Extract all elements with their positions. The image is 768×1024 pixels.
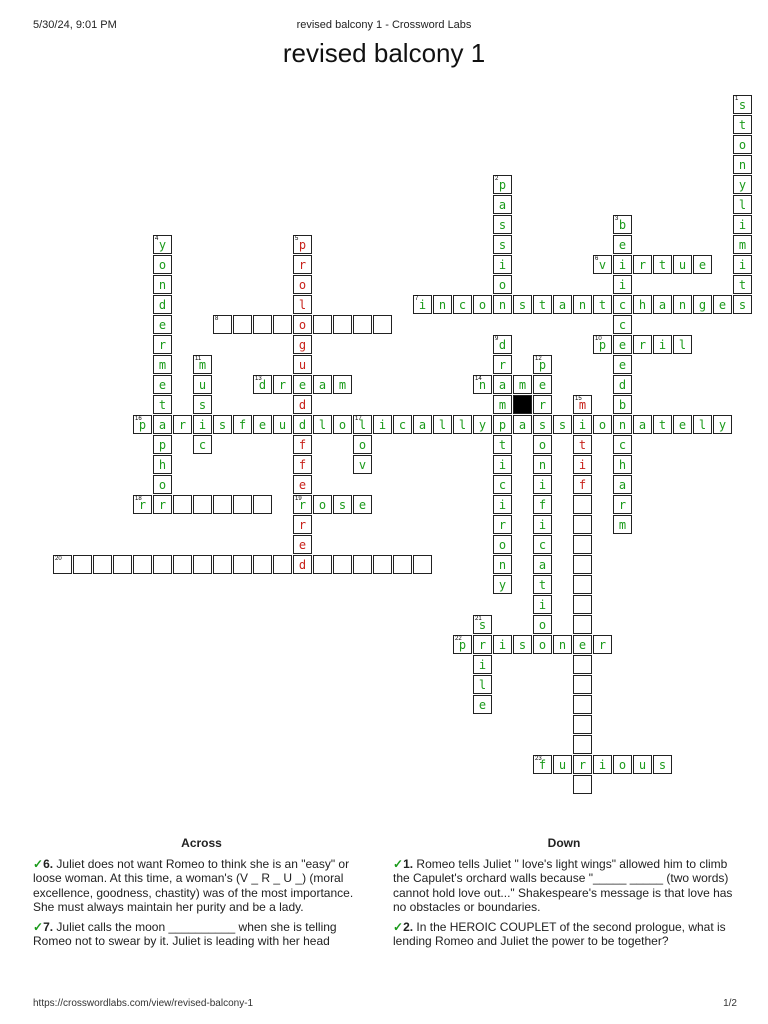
grid-cell[interactable]: t bbox=[533, 575, 552, 594]
grid-cell[interactable]: o bbox=[153, 255, 172, 274]
grid-black-cell[interactable] bbox=[513, 395, 532, 414]
clue-number: 21 bbox=[475, 616, 482, 622]
grid-cell[interactable]: i bbox=[373, 415, 392, 434]
grid-cell[interactable] bbox=[373, 555, 392, 574]
clue-number: 10 bbox=[595, 336, 602, 342]
grid-cell[interactable]: r bbox=[293, 255, 312, 274]
grid-cell[interactable] bbox=[573, 515, 592, 534]
grid-cell[interactable]: r bbox=[173, 415, 192, 434]
grid-cell[interactable]: y bbox=[733, 175, 752, 194]
grid-cell[interactable]: i bbox=[493, 495, 512, 514]
clue-down-2: ✓2. In the HEROIC COUPLET of the second prologue, what is lending Romeo and Juliet the power to be together? bbox=[393, 919, 726, 948]
clue-number: 11 bbox=[195, 356, 202, 362]
grid-cell[interactable]: n bbox=[613, 415, 632, 434]
grid-cell[interactable]: n bbox=[673, 295, 692, 314]
grid-cell[interactable] bbox=[333, 555, 352, 574]
grid-cell[interactable]: p 2 bbox=[493, 175, 512, 194]
grid-cell[interactable] bbox=[233, 315, 252, 334]
grid-cell[interactable]: s 1 bbox=[733, 95, 752, 114]
grid-cell[interactable]: i bbox=[613, 255, 632, 274]
grid-cell[interactable]: t bbox=[733, 275, 752, 294]
clue-number: 23 bbox=[535, 756, 542, 762]
grid-cell[interactable]: l bbox=[313, 415, 332, 434]
grid-cell[interactable]: i bbox=[193, 415, 212, 434]
grid-cell[interactable]: p 5 bbox=[293, 235, 312, 254]
grid-cell[interactable]: a bbox=[553, 295, 572, 314]
grid-cell[interactable]: h bbox=[613, 455, 632, 474]
grid-cell[interactable] bbox=[273, 555, 292, 574]
grid-cell[interactable]: u bbox=[633, 755, 652, 774]
grid-cell[interactable]: p 10 bbox=[593, 335, 612, 354]
grid-cell[interactable]: v bbox=[353, 455, 372, 474]
grid-cell[interactable]: s bbox=[493, 215, 512, 234]
grid-cell[interactable] bbox=[573, 675, 592, 694]
grid-cell[interactable] bbox=[173, 555, 192, 574]
grid-cell[interactable]: e bbox=[253, 415, 272, 434]
clue-across-6: ✓6. Juliet does not want Romeo to think she is an "easy" or loose woman. At this time, a woman's (V _ R _ U _) (moral excellence, goodness, chastity) was of the most importance. She must always maintain her purity and be a lady. bbox=[33, 856, 354, 914]
footer-url: https://crosswordlabs.com/view/revised-balcony-1 bbox=[33, 998, 254, 1009]
clue-number: 17 bbox=[355, 416, 362, 422]
grid-cell[interactable]: o bbox=[293, 315, 312, 334]
grid-cell[interactable]: m 15 bbox=[573, 395, 592, 414]
clue-number: 15 bbox=[575, 396, 582, 402]
grid-cell[interactable]: i bbox=[573, 415, 592, 434]
grid-cell[interactable]: u bbox=[293, 355, 312, 374]
grid-cell[interactable]: n bbox=[733, 155, 752, 174]
grid-cell[interactable]: r 18 bbox=[133, 495, 152, 514]
grid-cell[interactable]: o bbox=[593, 415, 612, 434]
grid-cell[interactable]: s bbox=[193, 395, 212, 414]
grid-cell[interactable]: i bbox=[733, 255, 752, 274]
grid-cell[interactable]: m bbox=[513, 375, 532, 394]
grid-cell[interactable]: l bbox=[433, 415, 452, 434]
grid-cell[interactable]: f bbox=[533, 495, 552, 514]
grid-cell[interactable] bbox=[253, 495, 272, 514]
down-heading: Down bbox=[547, 836, 581, 850]
grid-cell[interactable]: d bbox=[293, 415, 312, 434]
grid-cell[interactable]: s bbox=[513, 635, 532, 654]
clue-number: 5 bbox=[295, 236, 299, 242]
clue-down-1: ✓1. Romeo tells Juliet " love's light wings" allowed him to climb the Capulet's orchard walls because "_____ _____ (two words) cannot hold love out..." Shakespeare's message is that love has no obstacles or boundaries. bbox=[393, 856, 733, 914]
grid-cell[interactable] bbox=[573, 695, 592, 714]
grid-cell[interactable] bbox=[313, 315, 332, 334]
grid-cell[interactable]: a bbox=[493, 195, 512, 214]
grid-cell[interactable]: e bbox=[153, 375, 172, 394]
grid-cell[interactable]: m bbox=[153, 355, 172, 374]
grid-cell[interactable]: m 11 bbox=[193, 355, 212, 374]
grid-cell[interactable]: l bbox=[453, 415, 472, 434]
grid-cell[interactable]: r bbox=[473, 635, 492, 654]
grid-cell[interactable]: o bbox=[613, 755, 632, 774]
grid-cell[interactable]: s 21 bbox=[473, 615, 492, 634]
grid-cell[interactable]: r bbox=[593, 635, 612, 654]
grid-cell[interactable]: p 12 bbox=[533, 355, 552, 374]
grid-cell[interactable] bbox=[253, 315, 272, 334]
grid-cell[interactable] bbox=[393, 555, 412, 574]
grid-cell[interactable]: o bbox=[293, 275, 312, 294]
check-icon: ✓ bbox=[33, 919, 44, 934]
grid-cell[interactable]: t bbox=[493, 435, 512, 454]
grid-cell[interactable]: s bbox=[513, 295, 532, 314]
puzzle-title: revised balcony 1 bbox=[282, 38, 486, 68]
grid-cell[interactable]: s bbox=[333, 495, 352, 514]
grid-cell[interactable]: v 6 bbox=[593, 255, 612, 274]
grid-cell[interactable]: o bbox=[353, 435, 372, 454]
grid-cell[interactable]: r bbox=[153, 335, 172, 354]
grid-cell[interactable]: i bbox=[653, 335, 672, 354]
grid-cell[interactable]: i bbox=[573, 455, 592, 474]
grid-cell[interactable] bbox=[233, 555, 252, 574]
down-clues bbox=[393, 836, 735, 954]
grid-cell[interactable]: a bbox=[413, 415, 432, 434]
grid-cell[interactable]: d bbox=[153, 295, 172, 314]
grid-cell[interactable]: r bbox=[153, 495, 172, 514]
grid-cell[interactable]: c bbox=[613, 435, 632, 454]
grid-cell[interactable]: a bbox=[613, 475, 632, 494]
grid-cell[interactable]: e bbox=[693, 255, 712, 274]
grid-cell[interactable]: u bbox=[553, 755, 572, 774]
grid-cell[interactable]: l bbox=[473, 675, 492, 694]
grid-cell[interactable]: a bbox=[513, 415, 532, 434]
grid-cell[interactable]: y bbox=[493, 575, 512, 594]
grid-cell[interactable]: f bbox=[293, 435, 312, 454]
grid-cell[interactable] bbox=[193, 555, 212, 574]
across-heading: Across bbox=[181, 836, 222, 850]
grid-cell[interactable]: p bbox=[493, 415, 512, 434]
grid-cell[interactable]: d bbox=[293, 395, 312, 414]
grid-cell[interactable]: s bbox=[213, 415, 232, 434]
grid-cell[interactable] bbox=[353, 315, 372, 334]
clue-number: 1 bbox=[735, 96, 739, 102]
grid-cell[interactable]: l bbox=[293, 295, 312, 314]
clue-number: 12 bbox=[535, 356, 542, 362]
grid-cell[interactable]: g bbox=[293, 335, 312, 354]
grid-cell[interactable]: i bbox=[593, 755, 612, 774]
grid-cell[interactable]: f bbox=[573, 475, 592, 494]
grid-cell[interactable]: f bbox=[233, 415, 252, 434]
grid-cell[interactable]: e bbox=[613, 235, 632, 254]
grid-cell[interactable]: d 13 bbox=[253, 375, 272, 394]
grid-cell[interactable] bbox=[573, 715, 592, 734]
grid-cell[interactable] bbox=[413, 555, 432, 574]
clue-number: 4 bbox=[155, 236, 159, 242]
clue-number: 16 bbox=[135, 416, 142, 422]
grid-cell[interactable] bbox=[53, 555, 72, 574]
grid-cell[interactable]: e bbox=[613, 355, 632, 374]
grid-cell[interactable]: o bbox=[153, 475, 172, 494]
grid-cell[interactable]: b bbox=[613, 395, 632, 414]
grid-cell[interactable]: e bbox=[613, 335, 632, 354]
grid-cell[interactable]: t bbox=[593, 295, 612, 314]
grid-cell[interactable]: m bbox=[493, 395, 512, 414]
grid-cell[interactable]: c bbox=[193, 435, 212, 454]
grid-cell[interactable]: m bbox=[613, 515, 632, 534]
grid-cell[interactable]: s bbox=[493, 235, 512, 254]
grid-cell[interactable]: o bbox=[473, 295, 492, 314]
grid-cell[interactable]: n 14 bbox=[473, 375, 492, 394]
grid-cell[interactable]: n bbox=[533, 455, 552, 474]
clue-number: 7 bbox=[415, 296, 419, 302]
grid-cell[interactable]: t bbox=[153, 395, 172, 414]
grid-cell[interactable]: i bbox=[493, 255, 512, 274]
grid-cell[interactable]: r bbox=[533, 395, 552, 414]
grid-cell[interactable]: m bbox=[333, 375, 352, 394]
grid-cell[interactable] bbox=[213, 495, 232, 514]
grid-cell[interactable]: y bbox=[713, 415, 732, 434]
grid-cell[interactable]: a bbox=[493, 375, 512, 394]
grid-cell[interactable]: n bbox=[493, 295, 512, 314]
grid-cell[interactable]: t bbox=[533, 295, 552, 314]
clue-number: 8 bbox=[215, 316, 219, 322]
grid-cell[interactable]: o bbox=[533, 435, 552, 454]
grid-cell[interactable]: n bbox=[553, 635, 572, 654]
grid-cell[interactable]: a bbox=[313, 375, 332, 394]
grid-cell[interactable]: c bbox=[613, 315, 632, 334]
grid-cell[interactable]: b 3 bbox=[613, 215, 632, 234]
grid-cell[interactable]: f 23 bbox=[533, 755, 552, 774]
grid-cell[interactable] bbox=[573, 655, 592, 674]
grid-cell[interactable]: d bbox=[613, 375, 632, 394]
check-icon: ✓ bbox=[393, 856, 404, 871]
grid-cell[interactable]: e bbox=[153, 315, 172, 334]
grid-cell[interactable]: s bbox=[533, 415, 552, 434]
grid-cell[interactable] bbox=[193, 495, 212, 514]
grid-cell[interactable]: a bbox=[653, 295, 672, 314]
clue-number: 13 bbox=[255, 376, 262, 382]
grid-cell[interactable]: o bbox=[533, 635, 552, 654]
grid-cell[interactable]: o bbox=[333, 415, 352, 434]
grid-cell[interactable]: n bbox=[493, 555, 512, 574]
grid-cell[interactable]: f bbox=[293, 455, 312, 474]
clue-number: 22 bbox=[455, 636, 462, 642]
grid-cell[interactable]: r bbox=[633, 335, 652, 354]
grid-cell[interactable]: n bbox=[433, 295, 452, 314]
check-icon: ✓ bbox=[393, 919, 404, 934]
grid-cell[interactable]: e bbox=[713, 295, 732, 314]
grid-cell[interactable]: a bbox=[633, 415, 652, 434]
grid-cell[interactable]: o bbox=[493, 275, 512, 294]
grid-cell[interactable] bbox=[573, 615, 592, 634]
grid-cell[interactable]: e bbox=[293, 375, 312, 394]
grid-cell[interactable] bbox=[113, 555, 132, 574]
clue-number: 2 bbox=[495, 176, 499, 182]
grid-cell[interactable] bbox=[573, 575, 592, 594]
grid-cell[interactable]: d bbox=[293, 555, 312, 574]
footer-page-number: 1/2 bbox=[723, 998, 737, 1009]
grid-cell[interactable]: c bbox=[613, 295, 632, 314]
grid-cell[interactable]: i bbox=[533, 475, 552, 494]
clue-number: 14 bbox=[475, 376, 482, 382]
grid-cell[interactable] bbox=[73, 555, 92, 574]
grid-cell[interactable] bbox=[233, 495, 252, 514]
grid-cell[interactable]: o bbox=[733, 135, 752, 154]
grid-cell[interactable]: i bbox=[533, 515, 552, 534]
grid-cell[interactable]: y bbox=[473, 415, 492, 434]
grid-cell[interactable]: l bbox=[733, 195, 752, 214]
grid-cell[interactable]: h bbox=[633, 295, 652, 314]
grid-cell[interactable]: g bbox=[693, 295, 712, 314]
grid-cell[interactable]: i bbox=[733, 215, 752, 234]
clue-number: 6 bbox=[595, 256, 599, 262]
grid-cell[interactable] bbox=[573, 495, 592, 514]
grid-cell[interactable]: l bbox=[693, 415, 712, 434]
grid-cell[interactable] bbox=[353, 555, 372, 574]
grid-cell[interactable]: c bbox=[493, 475, 512, 494]
grid-cell[interactable]: c bbox=[393, 415, 412, 434]
grid-cell[interactable]: l 17 bbox=[353, 415, 372, 434]
grid-cell[interactable]: h bbox=[153, 455, 172, 474]
grid-cell[interactable]: r bbox=[613, 495, 632, 514]
grid-cell[interactable]: r bbox=[633, 255, 652, 274]
grid-cell[interactable] bbox=[313, 555, 332, 574]
grid-cell[interactable]: t bbox=[733, 115, 752, 134]
grid-cell[interactable]: t bbox=[573, 435, 592, 454]
grid-cell[interactable]: a bbox=[153, 415, 172, 434]
grid-cell[interactable]: s bbox=[653, 755, 672, 774]
grid-cell[interactable]: e bbox=[353, 495, 372, 514]
grid-cell[interactable]: n bbox=[573, 295, 592, 314]
grid-cell[interactable] bbox=[573, 775, 592, 794]
grid-cell[interactable]: i bbox=[493, 635, 512, 654]
grid-cell[interactable] bbox=[573, 735, 592, 754]
grid-cell[interactable]: p 16 bbox=[133, 415, 152, 434]
grid-cell[interactable]: e bbox=[573, 635, 592, 654]
grid-cell[interactable]: i 7 bbox=[413, 295, 432, 314]
grid-cell[interactable]: r bbox=[293, 515, 312, 534]
grid-cell[interactable]: i bbox=[493, 455, 512, 474]
grid-cell[interactable] bbox=[373, 315, 392, 334]
check-icon: ✓ bbox=[33, 856, 44, 871]
grid-cell[interactable] bbox=[133, 555, 152, 574]
grid-cell[interactable]: r bbox=[573, 755, 592, 774]
clue-number: 19 bbox=[295, 496, 302, 502]
grid-cell[interactable]: n bbox=[153, 275, 172, 294]
grid-cell[interactable]: e bbox=[293, 535, 312, 554]
grid-cell[interactable]: o bbox=[533, 615, 552, 634]
grid-cell[interactable] bbox=[173, 495, 192, 514]
print-page-title: revised balcony 1 - Crossword Labs bbox=[296, 19, 472, 31]
grid-cell[interactable]: o bbox=[313, 495, 332, 514]
grid-cell[interactable] bbox=[213, 555, 232, 574]
grid-cell[interactable]: o bbox=[493, 535, 512, 554]
grid-cell[interactable]: i bbox=[533, 595, 552, 614]
grid-cell[interactable] bbox=[273, 315, 292, 334]
grid-cell[interactable] bbox=[93, 555, 112, 574]
grid-cell[interactable] bbox=[333, 315, 352, 334]
grid-cell[interactable]: y 4 bbox=[153, 235, 172, 254]
print-date: 5/30/24, 9:01 PM bbox=[33, 19, 117, 31]
grid-cell[interactable]: r bbox=[493, 515, 512, 534]
grid-cell[interactable]: p 22 bbox=[453, 635, 472, 654]
grid-cell[interactable]: t bbox=[653, 415, 672, 434]
grid-cell[interactable]: r bbox=[493, 355, 512, 374]
grid-cell[interactable]: p bbox=[153, 435, 172, 454]
grid-cell[interactable]: r 19 bbox=[293, 495, 312, 514]
grid-cell[interactable]: u bbox=[273, 415, 292, 434]
grid-cell[interactable]: l bbox=[673, 335, 692, 354]
clue-number: 18 bbox=[135, 496, 142, 502]
grid-cell[interactable]: r bbox=[273, 375, 292, 394]
grid-cell[interactable]: e bbox=[673, 415, 692, 434]
across-clues bbox=[33, 836, 370, 954]
grid-cell[interactable]: u bbox=[193, 375, 212, 394]
grid-cell[interactable] bbox=[573, 535, 592, 554]
grid-cell[interactable] bbox=[213, 315, 232, 334]
grid-cell[interactable]: i bbox=[613, 275, 632, 294]
grid-cell[interactable]: i bbox=[473, 655, 492, 674]
grid-cell[interactable] bbox=[153, 555, 172, 574]
grid-cell[interactable]: e bbox=[533, 375, 552, 394]
grid-cell[interactable]: c bbox=[453, 295, 472, 314]
grid-cell[interactable]: c bbox=[533, 535, 552, 554]
clue-number: 3 bbox=[615, 216, 619, 222]
grid-cell[interactable]: d 9 bbox=[493, 335, 512, 354]
grid-cell[interactable] bbox=[573, 595, 592, 614]
grid-cell[interactable]: e bbox=[293, 475, 312, 494]
grid-cell[interactable] bbox=[253, 555, 272, 574]
grid-cell[interactable] bbox=[573, 555, 592, 574]
clue-number: 9 bbox=[495, 336, 499, 342]
grid-cell[interactable]: u bbox=[673, 255, 692, 274]
clue-number: 20 bbox=[55, 556, 62, 562]
clue-across-7: ✓7. Juliet calls the moon __________ when she is telling Romeo not to swear by it. Juliet is leading with her head bbox=[33, 919, 337, 948]
grid-cell[interactable]: a bbox=[533, 555, 552, 574]
grid-cell[interactable]: e bbox=[473, 695, 492, 714]
grid-cell[interactable]: s bbox=[733, 295, 752, 314]
grid-cell[interactable]: t bbox=[653, 255, 672, 274]
grid-cell[interactable]: m bbox=[733, 235, 752, 254]
grid-cell[interactable]: s bbox=[553, 415, 572, 434]
